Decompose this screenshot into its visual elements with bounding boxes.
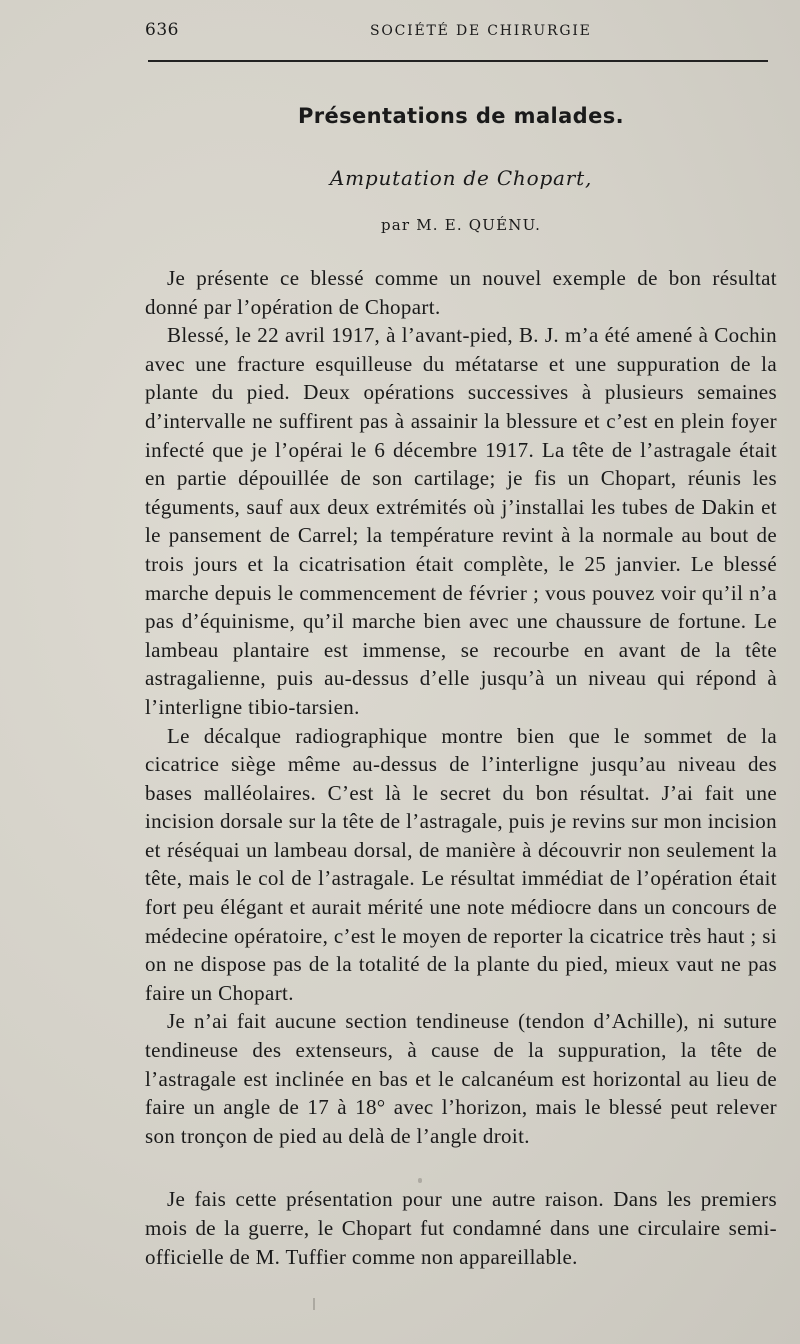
paragraph-5: Je fais cette présentation pour une autre raison. Dans les premiers mois de la guerre, le Chopart fut condamné dans une circulaire semi-officielle de M. Tuffier comme non appareillable. [145,1187,777,1269]
paragraph-2: Blessé, le 22 avril 1917, à l’avant-pied, B. J. m’a été amené à Cochin avec une fracture esquilleuse du métatarse et une suppuration de la plante du pied. Deux opérations successives à plusieurs semaines d’intervalle ne suffirent pas à assainir la blessure et c’est en plein foyer infecté que je l’opérai le 6 décembre 1917. La tête de l’astragale était en partie dépouillée de son cartilage; je fis un Chopart, réunis les téguments, sauf aux deux extrémités où j’installai les tubes de Dakin et le pansement de Carrel; la température revint à la normale au bout de trois jours et la cicatrisation était complète, le 25 janvier. Le blessé marche depuis le commencement de février ; vous pouvez voir qu’il n’a pas d’équinisme, qu’il marche bien avec une chaussure de fortune. Le lambeau plantaire est immense, se recourbe en avant de la tête astragalienne, puis au-dessus d’elle jusqu’à un niveau qui répond à l’interligne tibio-tarsien. [145,323,777,719]
header-rule [148,60,768,62]
paragraph-4: Je n’ai fait aucune section tendineuse (tendon d’Achille), ni suture tendineuse des extenseurs, à cause de la suppuration, la tête de l’astragale est inclinée en bas et le calcanéum est horizontal au lieu de faire un angle de 17 à 18° avec l’horizon, mais le blessé peut relever son tronçon de pied au delà de l’angle droit. [145,1009,777,1148]
paragraph-1: Je présente ce blessé comme un nouvel exemple de bon résultat donné par l’opération de Chopart. [145,266,777,319]
article-title: Amputation de Chopart, [329,166,593,190]
article-byline: par M. E. QUÉNU. [380,216,542,234]
paper-blemish [418,1178,422,1183]
running-head: SOCIÉTÉ DE CHIRURGIE [370,23,592,39]
page-number: 636 [145,20,179,40]
paper-blemish [313,1298,315,1310]
section-title: Présentations de malades. [297,104,625,128]
paragraph-3: Le décalque radiographique montre bien que le sommet de la cicatrice siège même au-dessus de l’interligne jusqu’au niveau des bases malléolaires. C’est là le secret du bon résultat. J’ai fait une incision dorsale sur la tête de l’astragale, puis je revins sur mon incision et réséquai un lambeau dorsal, de manière à découvrir non seulement la tête, mais le col de l’astragale. Le résultat immédiat de l’opération était fort peu élégant et aurait mérité une note médiocre dans un concours de médecine opératoire, c’est le moyen de reporter la cicatrice très haut ; si on ne dispose pas de la totalité de la plante du pied, mieux vaut ne pas faire un Chopart. [145,723,777,1005]
article-body [145,264,777,1271]
page-header [0,20,800,50]
